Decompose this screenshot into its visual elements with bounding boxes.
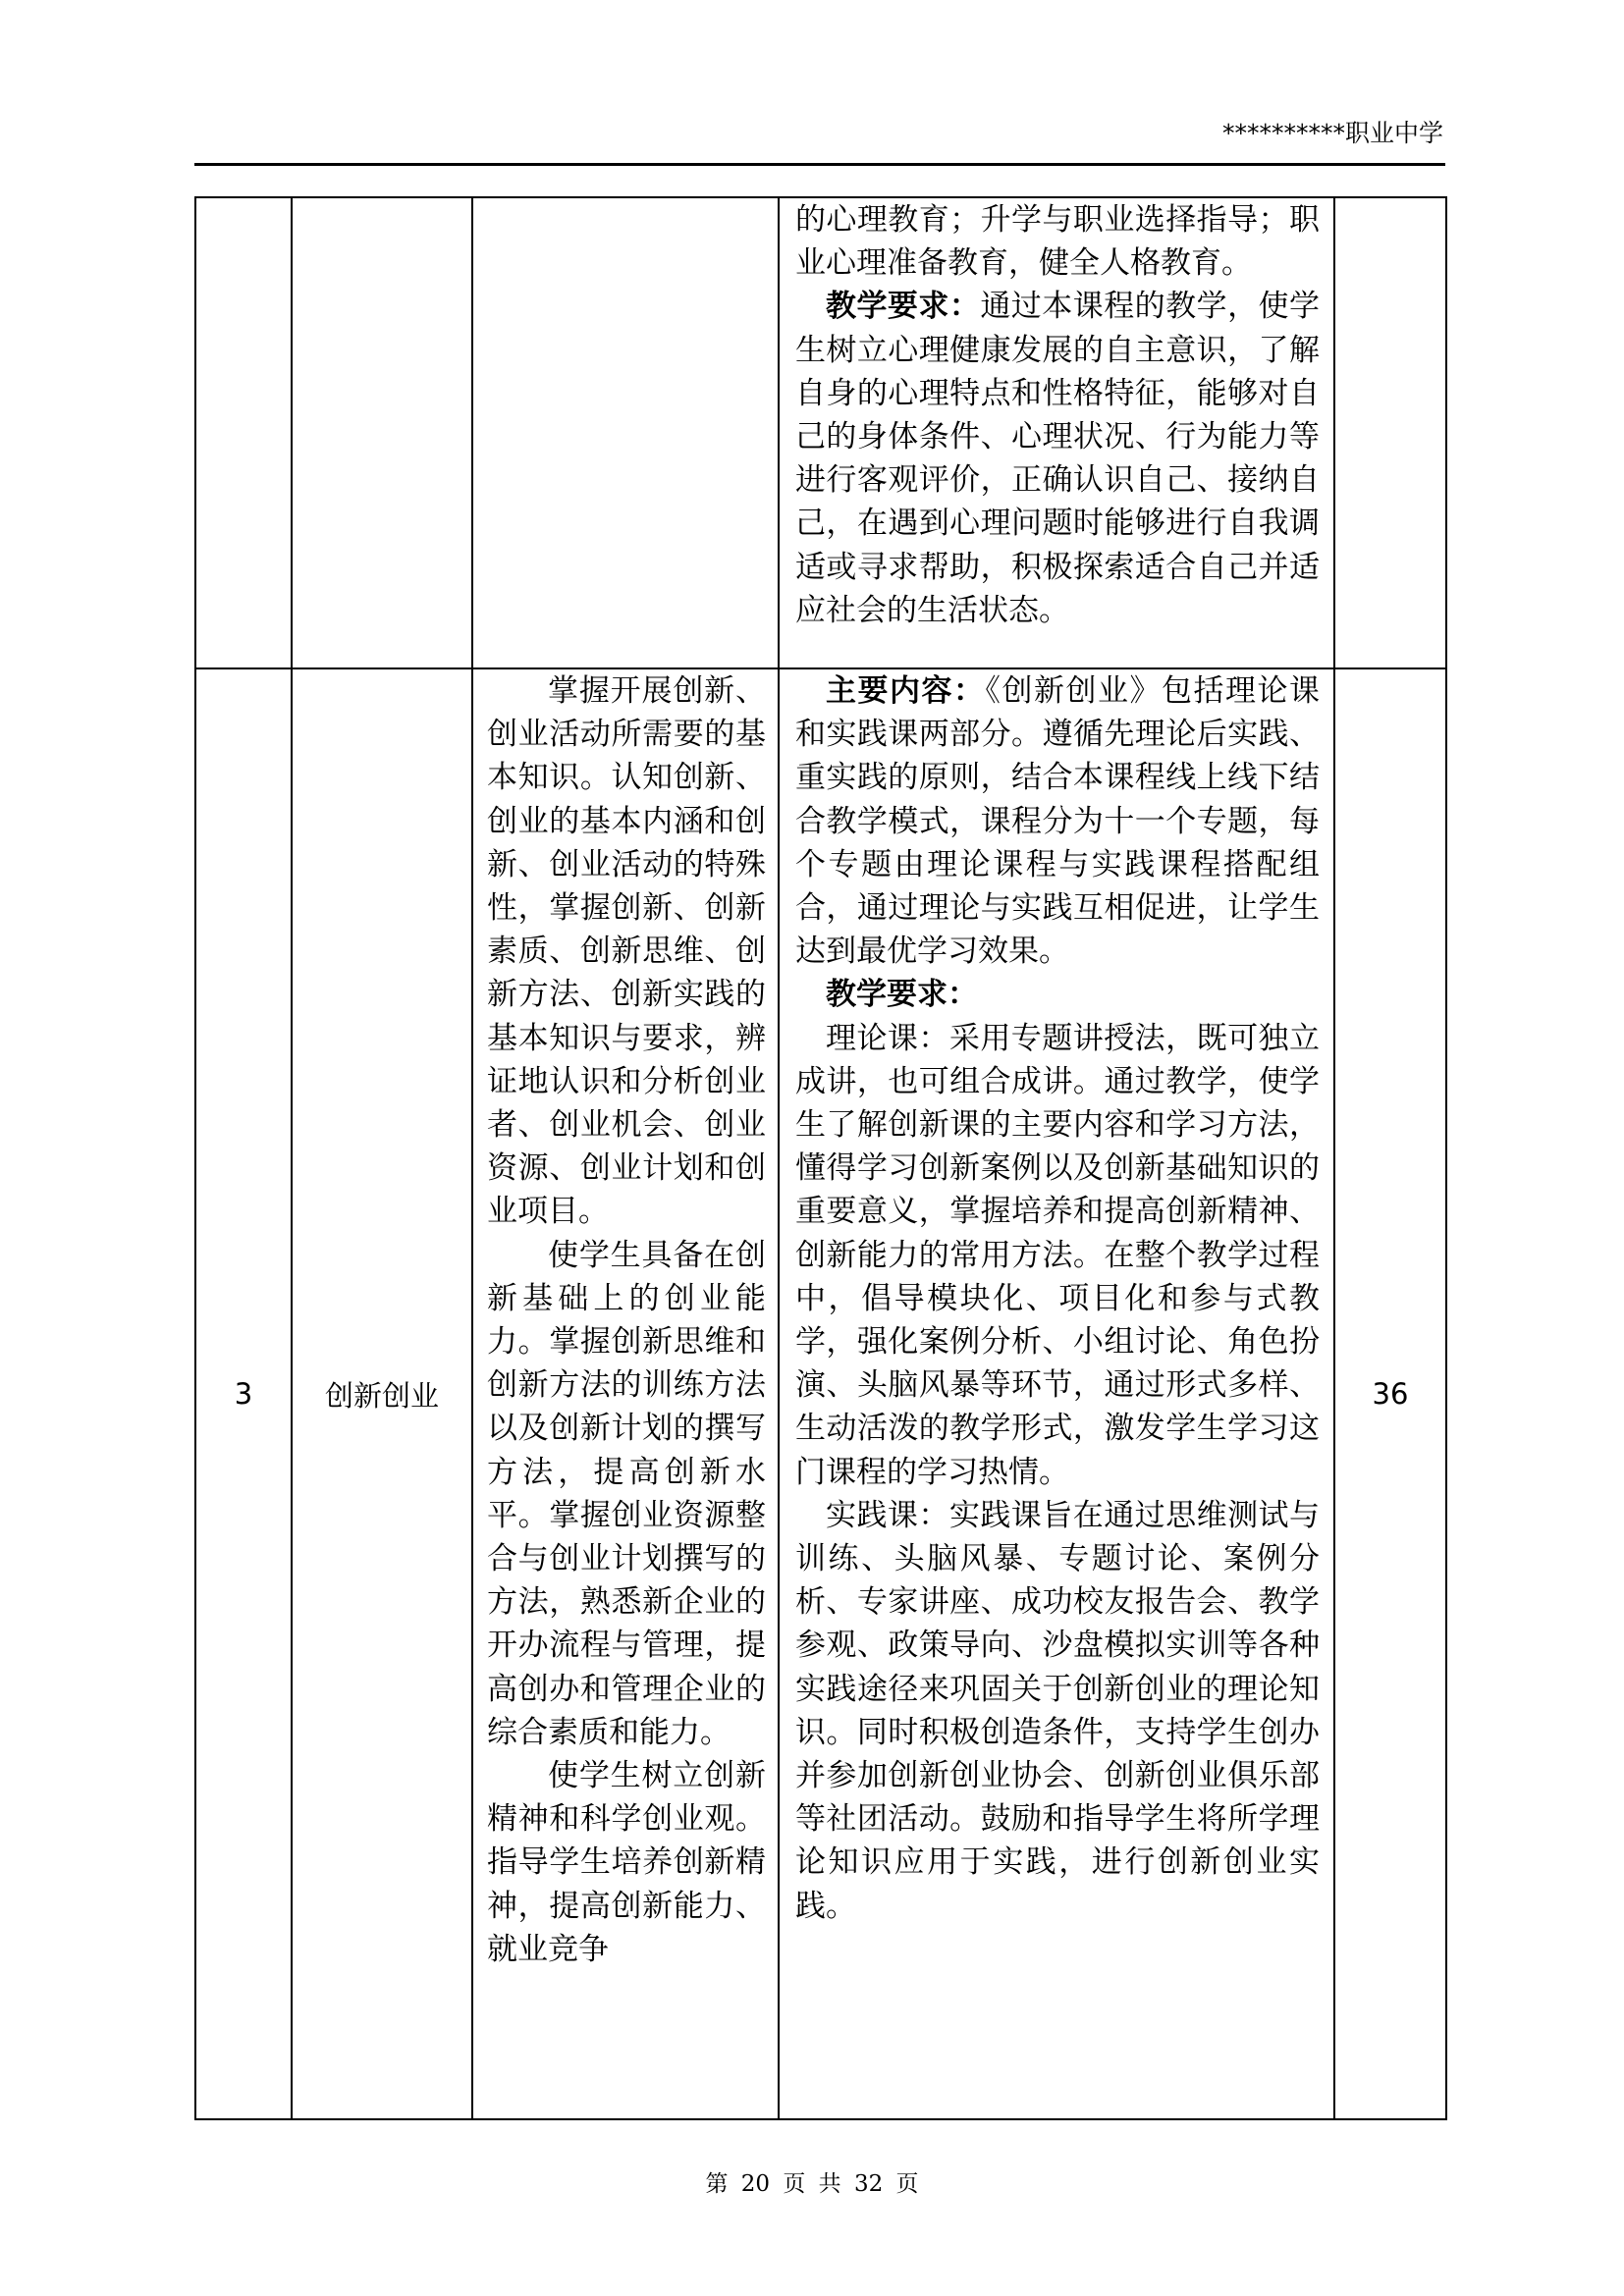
cell-objectives-continued <box>472 197 779 668</box>
table-row-3 <box>195 668 1446 2119</box>
table-row-continued <box>195 197 1446 668</box>
header-rule <box>194 163 1445 166</box>
practice-paragraph: 实践课：实践课旨在通过思维测试与训练、头脑风暴、专题讨论、案例分析、专家讲座、成功校友报告会、教学参观、政策导向、沙盘模拟实训等各种实践途径来巩固关于创新创业的理论知识。同时积极创造条件，支持学生创办并参加创新创业协会、创新创业俱乐部等社团活动。鼓励和指导学生将所学理论知识应用于实践，进行创新创业实践。 <box>795 1497 1320 1924</box>
theory-paragraph: 理论课：采用专题讲授法，既可独立成讲，也可组合成讲。通过教学，使学生了解创新课的主要内容和学习方法，懂得学习创新案例以及创新基础知识的重要意义，掌握培养和提高创新精神、创新能力的常用方法。在整个教学过程中，倡导模块化、项目化和参与式教学，强化案例分析、小组讨论、角色扮演、头脑风暴等环节，通过形式多样、生动活泼的教学形式，激发学生学习这门课程的学习热情。 <box>795 1020 1320 1490</box>
objective-paragraph-1: 掌握开展创新、创业活动所需要的基本知识。认知创新、创业的基本内涵和创新、创业活动的特殊性，掌握创新、创新素质、创新思维、创新方法、创新实践的基本知识与要求，辨证地认识和分析创业者、创业机会、创业资源、创业计划和创业项目。 <box>487 673 766 1230</box>
cell-number-continued <box>195 197 292 668</box>
cell-content <box>779 668 1334 2119</box>
cell-course-name: 创新创业 <box>292 668 472 2119</box>
cell-hours-continued <box>1334 197 1446 668</box>
course-table <box>194 196 1447 2120</box>
main-content-label: 主要内容： <box>826 673 986 709</box>
cell-hours: 36 <box>1334 668 1446 2119</box>
cell-content-continued <box>779 197 1350 668</box>
cell-number: 3 <box>195 668 292 2119</box>
requirements-heading: 教学要求： <box>826 977 978 1013</box>
content-paragraph: 的心理教育；升学与职业选择指导；职业心理准备教育，健全人格教育。 <box>795 202 1320 282</box>
requirements-paragraph <box>780 285 1350 632</box>
page-number: 第 20 页 共 32 页 <box>705 2171 919 2197</box>
cell-objectives <box>472 668 779 2119</box>
header-school-name: **********职业中学 <box>1221 119 1443 147</box>
objective-paragraph-3: 使学生树立创新精神和科学创业观。指导学生培养创新精神，提高创新能力、就业竞争 <box>487 1758 766 1967</box>
requirements-label: 教学要求： <box>826 289 981 325</box>
requirements-text: 通过本课程的教学，使学生树立心理健康发展的自主意识，了解自身的心理特点和性格特征，能够对自 己的身体条件、心理状况、行为能力等进行客观评价，正确认识自己、接纳自己，在遇到心理问题时能够进行自我调适或寻求帮助，积极探索适合自己并适应社会的生活状态。 <box>795 289 1350 628</box>
main-content-paragraph <box>780 669 1333 973</box>
main-content-text: 《创新创业》包括理论课和实践课两部分。遵循先理论后实践、重实践的原则，结合本课程线上线下结合教学模式，课程分为十一个专题，每个专题由理论课程与实践课程搭配组合，通过理论与实践互相促进，让学生达到最优学习效果。 <box>795 673 1320 970</box>
cell-course-continued <box>292 197 472 668</box>
objective-paragraph-2: 使学生具备在创新基础上的创业能力。掌握创新思维和创新方法的训练方法以及创新计划的撰写方法，提高创新水平。掌握创业资源整合与创业计划撰写的方法，熟悉新企业的开办流程与管理，提高创办和管理企业的综合素质和能力。 <box>487 1237 766 1750</box>
